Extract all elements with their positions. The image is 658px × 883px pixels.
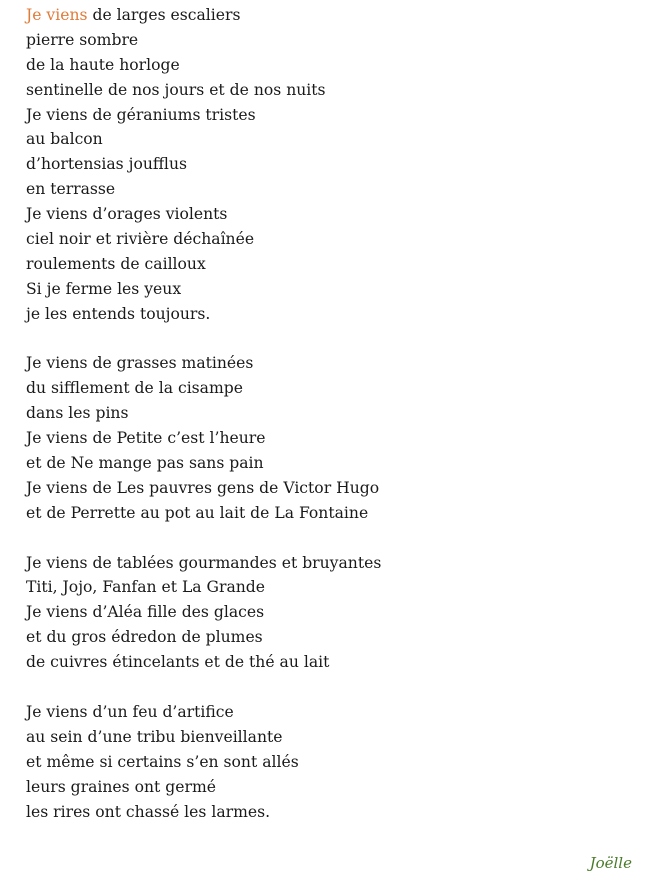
poem-line: de la haute horloge [26,55,180,74]
poem-line: Je viens d’orages violents [26,205,228,224]
poem-line: sentinelle de nos jours et de nos nuits [26,80,326,99]
poem [26,3,646,849]
poem-line: leurs graines ont germé [26,777,216,796]
signature: Joëlle [589,854,632,872]
poem-line: Je viens de Petite c’est l’heure [26,429,266,448]
stanza-3 [26,551,646,675]
poem-line: les rires ont chassé les larmes. [26,802,271,821]
poem-line: Je viens de grasses matinées [26,354,254,373]
poem-line: du sifflement de la cisampe [26,379,243,398]
stanza-1 [26,3,646,327]
poem-line: et de Ne mange pas sans pain [26,454,264,473]
poem-line: dans les pins [26,404,129,423]
poem-line: Je viens d’un feu d’artifice [26,702,234,721]
first-line-rest: de larges escaliers [87,6,241,24]
first-line-accent: Je viens [26,6,88,24]
poem-line: roulements de cailloux [26,254,206,273]
poem-line: au sein d’une tribu bienveillante [26,727,283,746]
poem-line: et de Perrette au pot au lait de La Fontaine [26,503,369,522]
stanza-2 [26,351,646,525]
poem-line: Je viens de tablées gourmandes et bruyantes [26,553,382,572]
poem-line: Je viens de Les pauvres gens de Victor Hugo [26,478,380,497]
poem-line: d’hortensias joufflus [26,155,187,174]
poem-line: je les entends toujours. [26,304,211,323]
stanza-4 [26,700,646,824]
poem-line: et du gros édredon de plumes [26,628,263,647]
poem-line [26,3,646,28]
poem-line: ciel noir et rivière déchaînée [26,230,255,249]
poem-line: pierre sombre [26,30,139,49]
poem-line: et même si certains s’en sont allés [26,752,299,771]
poem-line: au balcon [26,130,103,149]
poem-line: Si je ferme les yeux [26,279,182,298]
poem-line: en terrasse [26,180,116,199]
poem-line: Titi, Jojo, Fanfan et La Grande [26,578,266,597]
poem-line: Je viens d’Aléa fille des glaces [26,603,265,622]
poem-line: de cuivres étincelants et de thé au lait [26,653,330,672]
poem-line: Je viens de géraniums tristes [26,105,256,124]
